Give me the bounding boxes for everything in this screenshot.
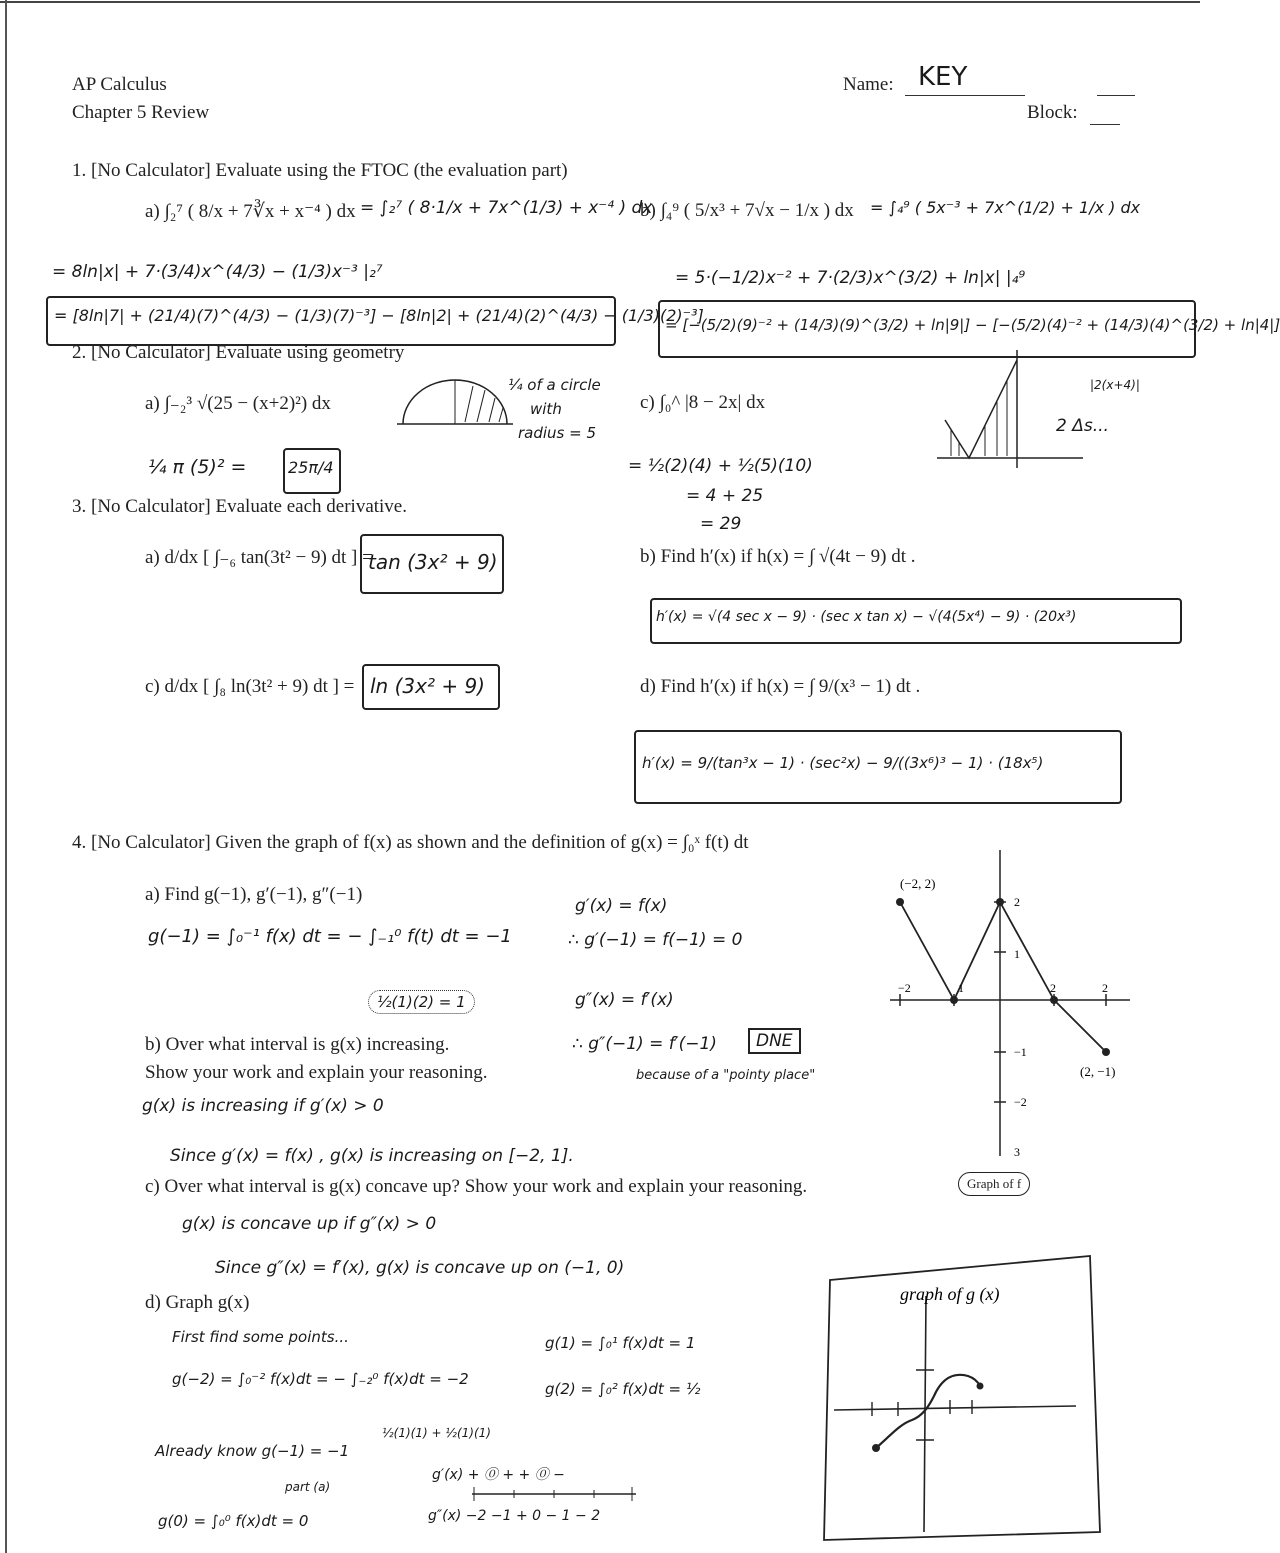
q1b-rewrite: = ∫₄⁹ ( 5x⁻³ + 7x^(1/2) + 1/x ) dx [870, 198, 1141, 217]
q4d-work-7: g(1) = ∫₀¹ f(x)dt = 1 [545, 1334, 696, 1352]
g-graph-title: graph of g (x) [900, 1284, 1000, 1304]
q4d-work-5: part (a) [285, 1480, 331, 1494]
graph-f-caption: Graph of f [958, 1172, 1030, 1196]
q4d-number-line [470, 1484, 640, 1504]
q4b-problem-2: Show your work and explain your reasoning. [145, 1062, 488, 1083]
q4d-work-6: g(0) = ∫₀⁰ f(x)dt = 0 [158, 1512, 309, 1530]
q4d-work-1: First find some points... [172, 1328, 349, 1346]
q2c-work-2: = 4 + 25 [686, 486, 764, 506]
q4a-problem: a) Find g(−1), g′(−1), g″(−1) [145, 884, 363, 905]
f-tick-y-neg2: −2 [1014, 1095, 1027, 1109]
f-tick-y-1: 1 [1014, 947, 1020, 961]
q4b-work-1: g(x) is increasing if g′(x) > 0 [142, 1096, 384, 1116]
q4c-problem: c) Over what interval is g(x) concave up? Show your work and explain your reasoning. [145, 1176, 808, 1197]
q2c-answer: = 29 [700, 514, 742, 534]
q1b-antiderivative: = 5·(−1/2)x⁻² + 7·(2/3)x^(3/2) + ln|x| |₄⁹ [675, 268, 1026, 288]
q2a-note-2: with [530, 400, 562, 418]
q4a-side-3: g″(x) = f′(x) [575, 990, 674, 1010]
g-curve [876, 1375, 980, 1448]
q2a-note-1: ¼ of a circle [508, 376, 601, 394]
q1a-antiderivative: = 8ln|x| + 7·(3/4)x^(4/3) − (1/3)x⁻³ |₂⁷ [52, 262, 383, 282]
q2a-note-3: radius = 5 [518, 424, 597, 442]
g-y-axis [924, 1296, 926, 1532]
name-value: KEY [918, 62, 968, 92]
q4c-work-2: Since g″(x) = f′(x), g(x) is concave up on (−1, 0) [215, 1258, 625, 1278]
q2a-work: ¼ π (5)² = [148, 456, 247, 478]
q2a-circle-sketch [395, 372, 515, 442]
q2a-answer: 25π/4 [288, 458, 334, 477]
q4d-problem: d) Graph g(x) [145, 1292, 250, 1313]
name-underline [905, 95, 1025, 96]
g-point [872, 1444, 880, 1452]
g-point [977, 1383, 984, 1390]
f-tick-x-neg2: −2 [898, 981, 911, 995]
f-curve [900, 902, 1106, 1052]
q4b-work-2: Since g′(x) = f(x) , g(x) is increasing on [−2, 1]. [170, 1146, 574, 1166]
q3b-answer: h′(x) = √(4 sec x − 9) · (sec x tan x) − √(4(5x⁴) − 9) · (20x³) [656, 609, 1077, 625]
q3a-answer: tan (3x² + 9) [368, 550, 498, 574]
q3c-problem: c) d/dx [ ∫₈ ln(3t² + 9) dt ] = [145, 676, 355, 697]
chapter-title: Chapter 5 Review [72, 102, 210, 123]
q4a-side-5: because of a "pointy place" [636, 1068, 816, 1083]
f-point [1050, 996, 1058, 1004]
f-tick-y-2: 2 [1014, 895, 1020, 909]
q1-prompt: 1. [No Calculator] Evaluate using the FTOC (the evaluation part) [72, 160, 568, 181]
q3d-problem: d) Find h′(x) if h(x) = ∫ 9/(x³ − 1) dt . [640, 676, 921, 697]
f-tick-x-1: 2 [1050, 981, 1056, 995]
q3d-answer: h′(x) = 9/(tan³x − 1) · (sec²x) − 9/((3x⁶)³ − 1) · (18x⁵) [642, 754, 1044, 772]
q4a-dne: DNE [748, 1028, 801, 1054]
f-point [896, 898, 904, 906]
name-label: Name: [843, 74, 894, 95]
q1a-problem: a) ∫₂⁷ ( 8/x + 7∛x + x⁻⁴ ) dx [145, 201, 356, 222]
f-tick-x-2: 2 [1102, 981, 1108, 995]
q4d-sign-2: g″(x) −2 −1 + 0 − 1 − 2 [428, 1508, 601, 1524]
f-pt1-label: (−2, 2) [900, 876, 936, 891]
q2c-triangle-sketch [935, 350, 1085, 470]
f-point [1102, 1048, 1110, 1056]
f-pt2-label: (2, −1) [1080, 1064, 1116, 1079]
q1a-answer: = [8ln|7| + (21/4)(7)^(4/3) − (1/3)(7)⁻³] − [8ln|2| + (21/4)(2)^(4/3) − (1/3)(2)⁻³] [54, 306, 704, 325]
q3a-problem: a) d/dx [ ∫₋₆ tan(3t² − 9) dt ] = [145, 547, 373, 568]
graph-of-g [820, 1250, 1105, 1545]
q4a-side-1: g′(x) = f(x) [575, 896, 668, 916]
q4d-work-8: g(2) = ∫₀² f(x)dt = ½ [545, 1380, 701, 1398]
q2c-work-1: = ½(2)(4) + ½(5)(10) [628, 456, 813, 476]
q4a-work: g(−1) = ∫₀⁻¹ f(x) dt = − ∫₋₁⁰ f(t) dt = −1 [148, 926, 512, 947]
q4c-work-1: g(x) is concave up if g″(x) > 0 [182, 1214, 437, 1234]
f-point [996, 898, 1004, 906]
q1b-answer: = [−(5/2)(9)⁻² + (14/3)(9)^(3/2) + ln|9|] − [−(5/2)(4)⁻² + (14/3)(4)^(3/2) + ln|4|] [665, 316, 1280, 334]
q1b-problem: b) ∫₄⁹ ( 5/x³ + 7√x − 1/x ) dx [640, 200, 854, 221]
q4d-work-2: g(−2) = ∫₀⁻² f(x)dt = − ∫₋₂⁰ f(x)dt = −2 [172, 1370, 469, 1388]
q3-prompt: 3. [No Calculator] Evaluate each derivative. [72, 496, 407, 517]
q4d-sign-1: g′(x) + ⓪ + + ⓪ − [432, 1467, 565, 1483]
q2-prompt: 2. [No Calculator] Evaluate using geometry [72, 342, 405, 363]
name-underline-2 [1097, 95, 1135, 96]
q3b-problem: b) Find h′(x) if h(x) = ∫ √(4t − 9) dt . [640, 546, 916, 567]
q4-prompt: 4. [No Calculator] Given the graph of f(x) as shown and the definition of g(x) = ∫₀ˣ f(t) dt [72, 832, 749, 853]
f-tick-y-neg1: −1 [1014, 1045, 1027, 1059]
q4a-side-4: ∴ g″(−1) = f′(−1) [572, 1034, 717, 1054]
course-title: AP Calculus [72, 74, 167, 95]
block-label: Block: [1027, 102, 1078, 123]
q2c-problem: c) ∫₀^ |8 − 2x| dx [640, 392, 766, 413]
f-tick-x-neg1: 1 [958, 981, 964, 995]
q3c-answer: ln (3x² + 9) [370, 674, 485, 698]
block-underline [1090, 124, 1120, 125]
q4a-area: ½(1)(2) = 1 [368, 990, 475, 1014]
g-x-axis [834, 1406, 1076, 1410]
q1a-rewrite: = ∫₂⁷ ( 8·1/x + 7x^(1/3) + x⁻⁴ ) dx [360, 198, 653, 218]
f-tick-y-3: 3 [1014, 1145, 1020, 1159]
f-point [950, 996, 958, 1004]
q4a-side-2: ∴ g′(−1) = f(−1) = 0 [568, 930, 743, 950]
graph-of-f [880, 840, 1140, 1160]
q2a-problem: a) ∫₋₂³ √(25 − (x+2)²) dx [145, 393, 331, 414]
q4b-problem: b) Over what interval is g(x) increasing. [145, 1034, 450, 1055]
q2c-note: 2 Δs... [1056, 416, 1109, 436]
q2c-label: |2(x+4)| [1090, 378, 1140, 392]
q4d-work-4: Already know g(−1) = −1 [155, 1442, 350, 1460]
q4d-work-3: ½(1)(1) + ½(1)(1) [382, 1426, 491, 1440]
